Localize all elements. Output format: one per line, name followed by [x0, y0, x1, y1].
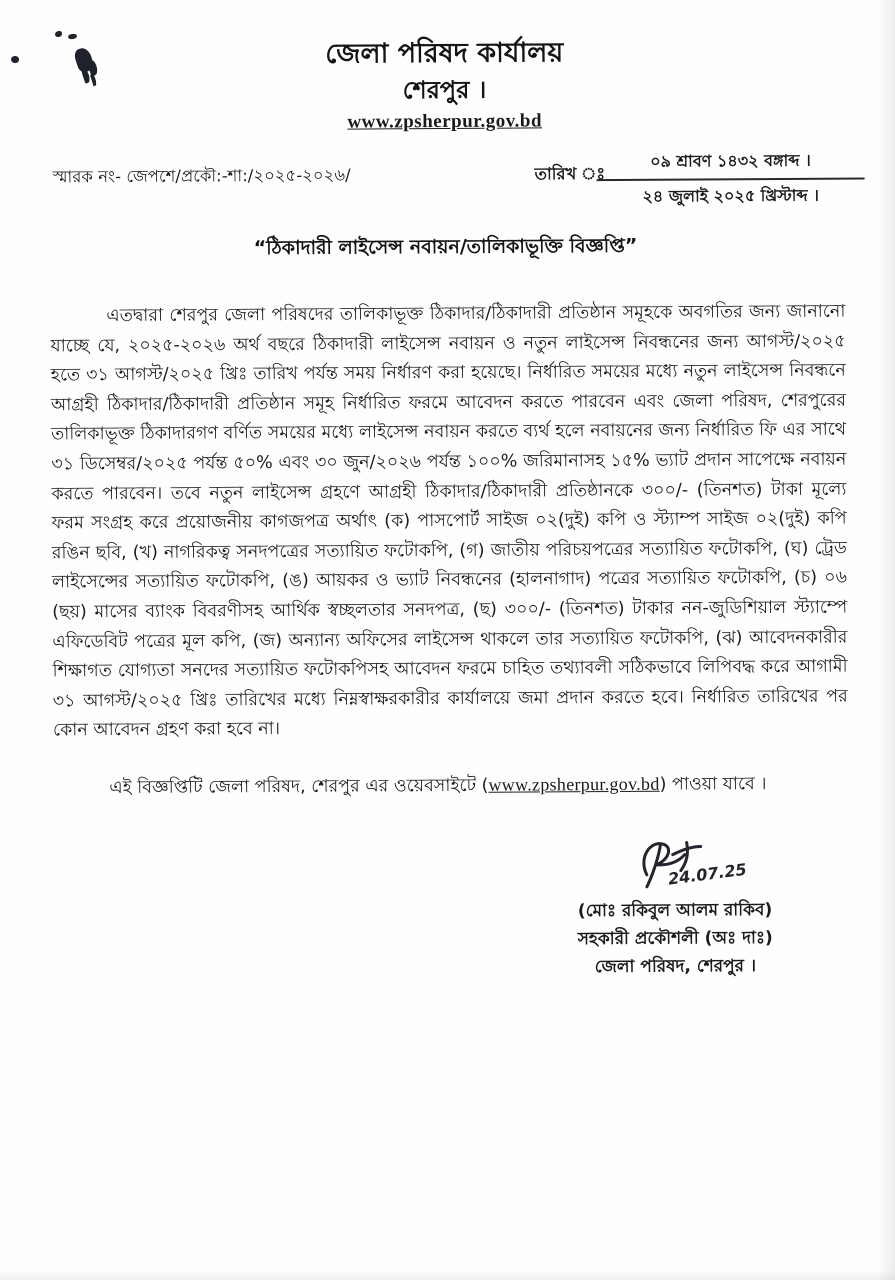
memo-date-row — [52, 147, 864, 212]
website-inline-link: www.zpsherpur.gov.bd — [488, 773, 660, 795]
paragraph2-suffix: ) পাওয়া যাবে । — [659, 773, 767, 795]
scan-bottom-edge-shadow — [0, 1270, 895, 1280]
paragraph2-prefix: এই বিজ্ঞপ্তিটি জেলা পরিষদ, শেরপুর এর ওয়েবসাইটে ( — [109, 775, 489, 798]
date-label: তারিখ ঃ — [534, 164, 606, 184]
signature-icon — [609, 833, 809, 896]
org-location: শেরপুর । — [402, 76, 487, 105]
body-paragraph-2 — [53, 768, 848, 803]
notice-title: “ঠিকাদারী লাইসেন্স নবায়ন/তালিকাভূক্তি বিজ্ঞপ্তি” — [253, 234, 638, 260]
body-paragraph-1: এতদ্বারা শেরপুর জেলা পরিষদের তালিকাভূক্ত ঠিকাদার/ঠিকাদারী প্রতিষ্ঠান সমূহকে অবগতির জন্য জানানো যাচ্ছে যে, ২০২৫-২০২৬ অর্থ বছরে ঠিকাদারী লাইসেন্স নবায়ন ও নতুন লাইসেন্স নিবন্ধনের জন্য আগস্ট/২০২৫ হতে ৩১ আগস্ট/২০২৫ খ্রিঃ তারিখ পর্যন্ত সময় নির্ধারণ করা হয়েছে। নির্ধারিত সময়ের মধ্যে নতুন লাইসেন্স নিবন্ধনে আগ্রহী ঠিকাদার/ঠিকাদারী প্রতিষ্ঠান সমূহ নির্ধারিত ফরমে আবেদন করতে পারবেন এবং জেলা পরিষদ, শেরপুরের তালিকাভূক্ত ঠিকাদারগণ বর্ণিত সময়ের মধ্যে লাইসেন্স নবায়ন করতে ব্যর্থ হলে নবায়নের জন্য নির্ধারিত ফি এর সাথে ৩১ ডিসেম্বর/২০২৫ পর্যন্ত ৫০% এবং ৩০ জুন/২০২৬ পর্যন্ত ১০০% জরিমানাসহ ১৫% ভ্যাট প্রদান সাপেক্ষে নবায়ন করতে পারবেন। তবে নতুন লাইসেন্স গ্রহণে আগ্রহী ঠিকাদার/ঠিকাদারী প্রতিষ্ঠানকে ৩০০/- (তিনশত) টাকা মূল্যে ফরম সংগ্রহ করে প্রয়োজনীয় কাগজপত্র অর্থাৎ (ক) পাসপোর্ট সাইজ ০২(দুই) কপি ও স্ট্যাম্প সাইজ ০২(দুই) কপি রঙিন ছবি, (খ) নাগরিকত্ব সনদপত্রের সত্যায়িত ফটোকপি, (গ) জাতীয় পরিচয়পত্রের সত্যায়িত ফটোকপি, (ঘ) ট্রেড লাইসেন্সের সত্যায়িত ফটোকপি, (ঙ) আয়কর ও ভ্যাট নিবন্ধনের (হালনাগাদ) পত্রের সত্যায়িত ফটোকপি, (চ) ০৬ (ছয়) মাসের ব্যাংক বিবরণীসহ আর্থিক স্বচ্ছলতার সনদপত্র, (ছ) ৩০০/- (তিনশত) টাকার নন-জুডিশিয়াল স্ট্যাম্পে এফিডেবিট পত্রের মূল কপি, (জ) অন্যান্য অফিসের লাইসেন্স থাকলে তার সত্যায়িত ফটোকপি, (ঝ) আবেদনকারীর শিক্ষাগত যোগ্যতা সনদের সত্যায়িত ফটোকপিসহ আবেদন ফরমে চাহিত তথ্যাবলী সঠিকভাবে লিপিবদ্ধ করে আগামী ৩১ আগস্ট/২০২৫ খ্রিঃ তারিখের মধ্যে নিম্নস্বাক্ষরকারীর কার্যালয়ে জমা প্রদান করতে হবে। নির্ধারিত তারিখের পর কোন আবেদন গ্রহণ করা হবে না। — [50, 301, 848, 741]
date-gregorian: ২৪ জুলাই ২০২৫ খ্রিস্টাব্দ । — [642, 185, 819, 206]
scan-right-edge-shadow — [877, 0, 895, 1280]
org-name: জেলা পরিষদ কার্যালয় — [325, 37, 564, 70]
signatory-designation: সহকারী প্রকৌশলী (অঃ দাঃ) — [577, 927, 773, 949]
signature-date-text: 24.07.25 — [666, 859, 748, 889]
memo-number: স্মারক নং- জেপশে/প্রকৌ:-শা:/২০২৫-২০২৬/ — [52, 165, 351, 187]
date-bangla: ০৯ শ্রাবণ ১৪৩২ বঙ্গাব্দ । — [596, 147, 864, 181]
date-stack — [596, 147, 864, 211]
letterhead — [0, 33, 892, 135]
signatory-name: (মোঃ রকিবুল আলম রাকিব) — [577, 899, 773, 921]
signature-block — [515, 833, 836, 981]
header-website-link: www.zpsherpur.gov.bd — [347, 110, 543, 133]
signatory-office: জেলা পরিষদ, শেরপুর । — [594, 955, 757, 977]
notice-body — [50, 298, 849, 984]
signature-scribble — [515, 833, 835, 897]
